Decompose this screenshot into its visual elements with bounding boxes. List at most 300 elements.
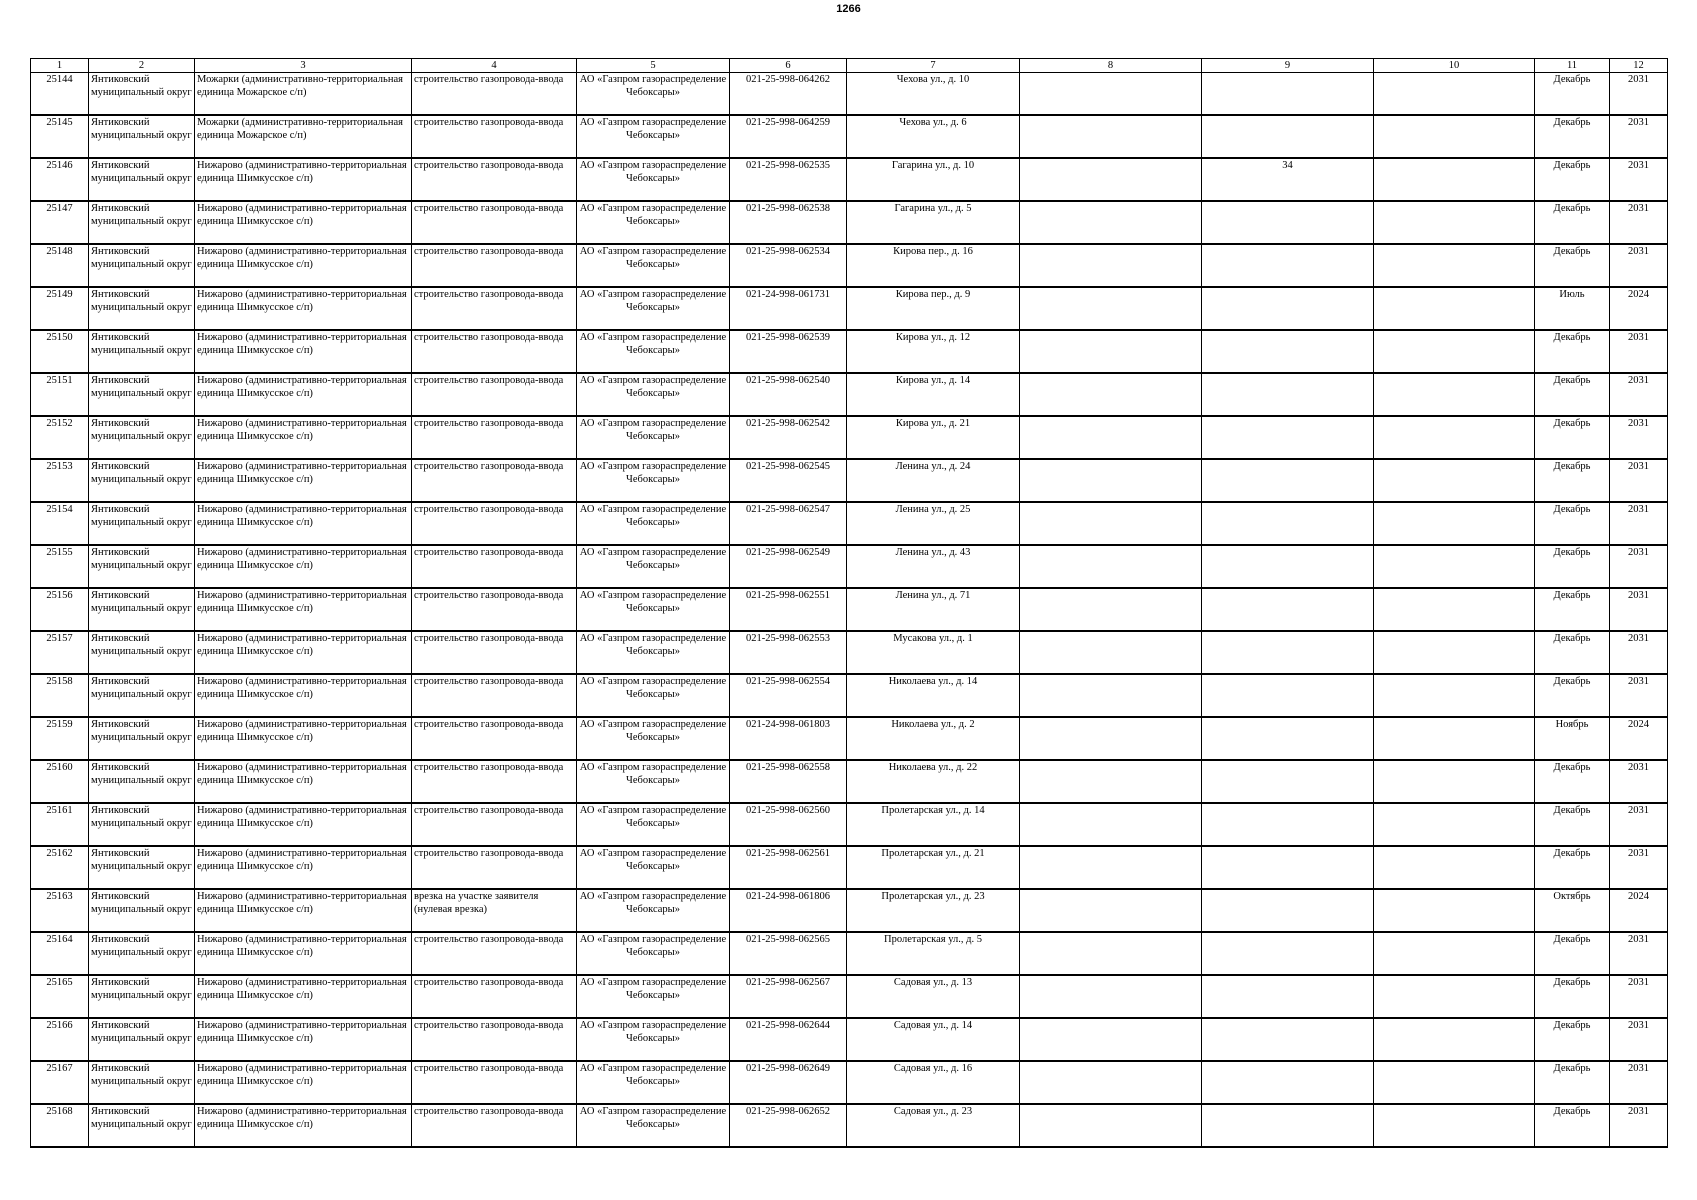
column-9-cell-text xyxy=(1204,718,1371,759)
address-cell xyxy=(847,760,1020,803)
year-cell xyxy=(1610,932,1668,975)
application-code-cell xyxy=(730,1104,847,1147)
row-number-cell xyxy=(31,545,89,588)
work-type-cell-text: строительство газопровода-ввода xyxy=(414,977,564,988)
month-cell xyxy=(1535,760,1610,803)
address-cell xyxy=(847,717,1020,760)
organization-cell-text: АО «Газпром газораспределение Чебоксары» xyxy=(579,332,727,356)
year-cell-text: 2031 xyxy=(1628,74,1649,85)
column-9-cell-text xyxy=(1204,675,1371,716)
organization-cell xyxy=(577,73,730,116)
application-code-cell-text: 021-25-998-062551 xyxy=(746,590,830,601)
application-code-cell xyxy=(730,889,847,932)
year-cell-text: 2031 xyxy=(1628,461,1649,472)
application-code-cell-text: 021-25-998-062549 xyxy=(746,547,830,558)
column-10-cell xyxy=(1374,244,1535,287)
application-code-cell xyxy=(730,201,847,244)
year-cell-text: 2024 xyxy=(1628,891,1649,902)
district-cell xyxy=(89,115,195,158)
district-cell-text: Янтиковский муниципальный округ xyxy=(91,719,192,743)
column-10-cell xyxy=(1374,545,1535,588)
work-type-cell-text: строительство газопровода-ввода xyxy=(414,547,564,558)
row-number-cell-text: 25150 xyxy=(46,332,73,343)
month-cell-text: Декабрь xyxy=(1553,332,1591,343)
locality-cell xyxy=(195,1104,412,1147)
column-9-cell-text xyxy=(1204,890,1371,931)
address-cell-text: Кирова пер., д. 9 xyxy=(895,289,971,300)
district-cell xyxy=(89,502,195,545)
month-cell-text: Декабрь xyxy=(1553,1020,1591,1031)
organization-cell xyxy=(577,1018,730,1061)
address-cell-text: Садовая ул., д. 13 xyxy=(893,977,973,988)
locality-cell-text: Нижарово (административно-территориальная единица Шимкусское с/п) xyxy=(197,332,407,356)
district-cell xyxy=(89,287,195,330)
month-cell xyxy=(1535,373,1610,416)
year-cell xyxy=(1610,373,1668,416)
work-type-cell-text: строительство газопровода-ввода xyxy=(414,160,564,171)
column-8-cell-text xyxy=(1022,159,1199,200)
locality-cell-text: Нижарово (административно-территориальная единица Шимкусское с/п) xyxy=(197,1020,407,1044)
locality-cell xyxy=(195,115,412,158)
locality-cell xyxy=(195,1061,412,1104)
district-cell xyxy=(89,1104,195,1147)
locality-cell xyxy=(195,416,412,459)
column-10-cell xyxy=(1374,717,1535,760)
column-8-cell-text xyxy=(1022,976,1199,1017)
year-cell xyxy=(1610,158,1668,201)
organization-cell-text: АО «Газпром газораспределение Чебоксары» xyxy=(579,246,727,270)
district-cell-text: Янтиковский муниципальный округ xyxy=(91,74,192,98)
column-8-cell xyxy=(1020,201,1202,244)
locality-cell xyxy=(195,803,412,846)
year-cell-text: 2031 xyxy=(1628,547,1649,558)
month-cell xyxy=(1535,201,1610,244)
row-number-cell xyxy=(31,330,89,373)
column-10-cell-text xyxy=(1376,288,1532,329)
district-cell-text: Янтиковский муниципальный округ xyxy=(91,160,192,184)
application-code-cell-text: 021-24-998-061803 xyxy=(746,719,830,730)
column-8-cell xyxy=(1020,889,1202,932)
column-10-cell-text xyxy=(1376,632,1532,673)
address-cell-text: Садовая ул., д. 14 xyxy=(893,1020,973,1031)
column-8-cell xyxy=(1020,760,1202,803)
work-type-cell xyxy=(412,373,577,416)
year-cell-text: 2031 xyxy=(1628,160,1649,171)
address-cell-text: Ленина ул., д. 43 xyxy=(895,547,971,558)
month-cell xyxy=(1535,932,1610,975)
column-10-cell-text xyxy=(1376,718,1532,759)
column-9-cell xyxy=(1202,545,1374,588)
row-number-cell xyxy=(31,459,89,502)
locality-cell xyxy=(195,1018,412,1061)
row-number-cell xyxy=(31,803,89,846)
address-cell xyxy=(847,631,1020,674)
column-10-cell-text xyxy=(1376,245,1532,286)
column-9-cell xyxy=(1202,330,1374,373)
application-code-cell-text: 021-25-998-062567 xyxy=(746,977,830,988)
year-cell xyxy=(1610,975,1668,1018)
application-code-cell-text: 021-25-998-062558 xyxy=(746,762,830,773)
district-cell xyxy=(89,1061,195,1104)
year-cell xyxy=(1610,846,1668,889)
locality-cell xyxy=(195,932,412,975)
district-cell xyxy=(89,803,195,846)
district-cell-text: Янтиковский муниципальный округ xyxy=(91,891,192,915)
district-cell-text: Янтиковский муниципальный округ xyxy=(91,1063,192,1087)
address-cell-text: Ленина ул., д. 71 xyxy=(895,590,971,601)
district-cell xyxy=(89,73,195,116)
district-cell-text: Янтиковский муниципальный округ xyxy=(91,461,192,485)
year-cell-text: 2031 xyxy=(1628,504,1649,515)
row-number-cell-text: 25160 xyxy=(46,762,73,773)
column-8-cell-text xyxy=(1022,632,1199,673)
month-cell xyxy=(1535,803,1610,846)
application-code-cell-text: 021-25-998-062540 xyxy=(746,375,830,386)
month-cell xyxy=(1535,115,1610,158)
column-8-cell-text xyxy=(1022,374,1199,415)
work-type-cell xyxy=(412,760,577,803)
column-9-cell xyxy=(1202,1018,1374,1061)
column-9-cell-text xyxy=(1204,73,1371,114)
column-10-cell-text xyxy=(1376,116,1532,157)
month-cell xyxy=(1535,975,1610,1018)
district-cell xyxy=(89,244,195,287)
table-row xyxy=(31,330,1668,373)
column-9-cell xyxy=(1202,73,1374,116)
organization-cell-text: АО «Газпром газораспределение Чебоксары» xyxy=(579,1063,727,1087)
organization-cell xyxy=(577,846,730,889)
column-10-cell-text xyxy=(1376,1019,1532,1060)
year-cell xyxy=(1610,588,1668,631)
organization-cell xyxy=(577,803,730,846)
row-number-cell-text: 25155 xyxy=(46,547,73,558)
application-code-cell xyxy=(730,459,847,502)
year-cell xyxy=(1610,115,1668,158)
table-row xyxy=(31,760,1668,803)
column-8-cell-text xyxy=(1022,589,1199,630)
year-cell xyxy=(1610,803,1668,846)
locality-cell xyxy=(195,502,412,545)
column-8-cell xyxy=(1020,846,1202,889)
row-number-cell xyxy=(31,373,89,416)
year-cell xyxy=(1610,73,1668,116)
locality-cell xyxy=(195,975,412,1018)
district-cell xyxy=(89,846,195,889)
month-cell-text: Декабрь xyxy=(1553,676,1591,687)
year-cell-text: 2031 xyxy=(1628,805,1649,816)
locality-cell xyxy=(195,244,412,287)
month-cell xyxy=(1535,1061,1610,1104)
application-code-cell xyxy=(730,846,847,889)
application-code-cell xyxy=(730,287,847,330)
table-row xyxy=(31,115,1668,158)
organization-cell xyxy=(577,115,730,158)
column-9-cell-text xyxy=(1204,1105,1371,1146)
work-type-cell-text: строительство газопровода-ввода xyxy=(414,934,564,945)
row-number-cell-text: 25167 xyxy=(46,1063,73,1074)
organization-cell xyxy=(577,1061,730,1104)
locality-cell xyxy=(195,631,412,674)
work-type-cell-text: строительство газопровода-ввода xyxy=(414,289,564,300)
column-9-cell-text xyxy=(1204,417,1371,458)
address-cell xyxy=(847,115,1020,158)
application-code-cell-text: 021-25-998-062538 xyxy=(746,203,830,214)
work-type-cell-text: строительство газопровода-ввода xyxy=(414,805,564,816)
application-code-cell-text: 021-25-998-062560 xyxy=(746,805,830,816)
locality-cell-text: Нижарово (административно-территориальная единица Шимкусское с/п) xyxy=(197,805,407,829)
locality-cell-text: Нижарово (административно-территориальная единица Шимкусское с/п) xyxy=(197,1063,407,1087)
application-code-cell xyxy=(730,115,847,158)
column-8-cell xyxy=(1020,416,1202,459)
table-row xyxy=(31,201,1668,244)
column-9-cell-text xyxy=(1204,546,1371,587)
address-cell-text: Гагарина ул., д. 10 xyxy=(891,160,975,171)
year-cell-text: 2031 xyxy=(1628,375,1649,386)
column-9-cell xyxy=(1202,803,1374,846)
year-cell xyxy=(1610,717,1668,760)
column-8-cell xyxy=(1020,73,1202,116)
work-type-cell xyxy=(412,244,577,287)
locality-cell-text: Нижарово (административно-территориальная единица Шимкусское с/п) xyxy=(197,590,407,614)
organization-cell xyxy=(577,760,730,803)
address-cell xyxy=(847,459,1020,502)
row-number-cell-text: 25166 xyxy=(46,1020,73,1031)
organization-cell-text: АО «Газпром газораспределение Чебоксары» xyxy=(579,504,727,528)
work-type-cell xyxy=(412,502,577,545)
row-number-cell-text: 25165 xyxy=(46,977,73,988)
locality-cell-text: Можарки (административно-территориальная единица Можарское с/п) xyxy=(197,117,403,141)
application-code-cell-text: 021-25-998-062561 xyxy=(746,848,830,859)
column-9-cell-text xyxy=(1204,116,1371,157)
column-8-cell-text xyxy=(1022,1105,1199,1146)
column-header: 5 xyxy=(577,59,730,73)
row-number-cell-text: 25161 xyxy=(46,805,73,816)
organization-cell xyxy=(577,330,730,373)
month-cell xyxy=(1535,73,1610,116)
table-row xyxy=(31,1018,1668,1061)
table-row xyxy=(31,631,1668,674)
month-cell xyxy=(1535,502,1610,545)
locality-cell xyxy=(195,73,412,116)
district-cell xyxy=(89,760,195,803)
column-8-cell-text xyxy=(1022,73,1199,114)
month-cell-text: Декабрь xyxy=(1553,805,1591,816)
organization-cell-text: АО «Газпром газораспределение Чебоксары» xyxy=(579,590,727,614)
application-code-cell xyxy=(730,502,847,545)
address-cell-text: Николаева ул., д. 2 xyxy=(891,719,975,730)
organization-cell xyxy=(577,287,730,330)
row-number-cell xyxy=(31,588,89,631)
column-9-cell xyxy=(1202,416,1374,459)
address-cell-text: Чехова ул., д. 6 xyxy=(899,117,967,128)
row-number-cell xyxy=(31,158,89,201)
district-cell-text: Янтиковский муниципальный округ xyxy=(91,289,192,313)
locality-cell-text: Нижарово (административно-территориальная единица Шимкусское с/п) xyxy=(197,547,407,571)
locality-cell-text: Нижарово (административно-территориальная единица Шимкусское с/п) xyxy=(197,246,407,270)
address-cell-text: Садовая ул., д. 23 xyxy=(893,1106,973,1117)
organization-cell-text: АО «Газпром газораспределение Чебоксары» xyxy=(579,1106,727,1130)
organization-cell xyxy=(577,545,730,588)
column-8-cell-text xyxy=(1022,1019,1199,1060)
organization-cell-text: АО «Газпром газораспределение Чебоксары» xyxy=(579,934,727,958)
column-10-cell xyxy=(1374,158,1535,201)
month-cell xyxy=(1535,244,1610,287)
column-10-cell-text xyxy=(1376,976,1532,1017)
column-10-cell-text xyxy=(1376,589,1532,630)
work-type-cell xyxy=(412,287,577,330)
district-cell xyxy=(89,889,195,932)
locality-cell xyxy=(195,373,412,416)
month-cell-text: Июль xyxy=(1559,289,1585,300)
column-9-cell xyxy=(1202,502,1374,545)
column-10-cell-text xyxy=(1376,761,1532,802)
work-type-cell-text: врезка на участке заявителя (нулевая врезка) xyxy=(414,891,539,915)
work-type-cell xyxy=(412,631,577,674)
work-type-cell xyxy=(412,545,577,588)
row-number-cell xyxy=(31,889,89,932)
column-8-cell xyxy=(1020,803,1202,846)
column-10-cell-text xyxy=(1376,331,1532,372)
column-10-cell-text xyxy=(1376,675,1532,716)
column-10-cell xyxy=(1374,459,1535,502)
row-number-cell xyxy=(31,1104,89,1147)
organization-cell-text: АО «Газпром газораспределение Чебоксары» xyxy=(579,805,727,829)
organization-cell-text: АО «Газпром газораспределение Чебоксары» xyxy=(579,977,727,1001)
column-10-cell xyxy=(1374,846,1535,889)
work-type-cell-text: строительство газопровода-ввода xyxy=(414,74,564,85)
organization-cell xyxy=(577,459,730,502)
district-cell-text: Янтиковский муниципальный округ xyxy=(91,805,192,829)
column-number-row xyxy=(31,59,1668,73)
column-10-cell-text xyxy=(1376,73,1532,114)
work-type-cell xyxy=(412,674,577,717)
column-10-cell xyxy=(1374,1018,1535,1061)
address-cell-text: Николаева ул., д. 14 xyxy=(888,676,978,687)
month-cell-text: Декабрь xyxy=(1553,461,1591,472)
year-cell xyxy=(1610,1061,1668,1104)
table-row xyxy=(31,244,1668,287)
district-cell-text: Янтиковский муниципальный округ xyxy=(91,375,192,399)
work-type-cell xyxy=(412,1061,577,1104)
column-9-cell-text xyxy=(1204,460,1371,501)
application-code-cell-text: 021-25-998-062554 xyxy=(746,676,830,687)
column-8-cell-text xyxy=(1022,460,1199,501)
application-code-cell xyxy=(730,717,847,760)
table-row xyxy=(31,1061,1668,1104)
address-cell xyxy=(847,889,1020,932)
column-9-cell-text xyxy=(1204,374,1371,415)
organization-cell xyxy=(577,416,730,459)
address-cell-text: Пролетарская ул., д. 5 xyxy=(884,934,982,945)
month-cell-text: Декабрь xyxy=(1553,762,1591,773)
year-cell xyxy=(1610,201,1668,244)
locality-cell-text: Нижарово (административно-территориальная единица Шимкусское с/п) xyxy=(197,934,407,958)
column-header: 7 xyxy=(847,59,1020,73)
locality-cell xyxy=(195,459,412,502)
column-header: 2 xyxy=(89,59,195,73)
work-type-cell-text: строительство газопровода-ввода xyxy=(414,590,564,601)
table-row xyxy=(31,502,1668,545)
column-10-cell xyxy=(1374,1104,1535,1147)
district-cell xyxy=(89,932,195,975)
month-cell-text: Декабрь xyxy=(1553,117,1591,128)
organization-cell-text: АО «Газпром газораспределение Чебоксары» xyxy=(579,203,727,227)
organization-cell xyxy=(577,244,730,287)
address-cell xyxy=(847,846,1020,889)
column-8-cell-text xyxy=(1022,417,1199,458)
column-9-cell-text xyxy=(1204,847,1371,888)
column-10-cell xyxy=(1374,73,1535,116)
column-8-cell-text xyxy=(1022,116,1199,157)
district-cell xyxy=(89,459,195,502)
year-cell-text: 2031 xyxy=(1628,633,1649,644)
application-code-cell xyxy=(730,158,847,201)
column-9-cell-text xyxy=(1204,331,1371,372)
month-cell-text: Октябрь xyxy=(1553,891,1591,902)
locality-cell xyxy=(195,330,412,373)
column-8-cell xyxy=(1020,158,1202,201)
district-cell-text: Янтиковский муниципальный округ xyxy=(91,547,192,571)
row-number-cell-text: 25146 xyxy=(46,160,73,171)
organization-cell xyxy=(577,975,730,1018)
column-10-cell-text xyxy=(1376,890,1532,931)
locality-cell xyxy=(195,674,412,717)
year-cell-text: 2031 xyxy=(1628,418,1649,429)
column-header: 3 xyxy=(195,59,412,73)
locality-cell-text: Нижарово (административно-территориальная единица Шимкусское с/п) xyxy=(197,633,407,657)
row-number-cell-text: 25153 xyxy=(46,461,73,472)
month-cell-text: Декабрь xyxy=(1553,375,1591,386)
column-8-cell xyxy=(1020,975,1202,1018)
application-code-cell-text: 021-25-998-062534 xyxy=(746,246,830,257)
address-cell-text: Чехова ул., д. 10 xyxy=(896,74,970,85)
month-cell xyxy=(1535,674,1610,717)
column-8-cell xyxy=(1020,459,1202,502)
table-row xyxy=(31,975,1668,1018)
column-10-cell-text xyxy=(1376,1062,1532,1103)
work-type-cell xyxy=(412,115,577,158)
year-cell xyxy=(1610,674,1668,717)
column-9-cell xyxy=(1202,760,1374,803)
work-type-cell xyxy=(412,889,577,932)
row-number-cell-text: 25152 xyxy=(46,418,73,429)
column-9-cell xyxy=(1202,674,1374,717)
locality-cell-text: Нижарово (административно-территориальная единица Шимкусское с/п) xyxy=(197,461,407,485)
organization-cell-text: АО «Газпром газораспределение Чебоксары» xyxy=(579,160,727,184)
district-cell-text: Янтиковский муниципальный округ xyxy=(91,848,192,872)
work-type-cell-text: строительство газопровода-ввода xyxy=(414,504,564,515)
row-number-cell xyxy=(31,674,89,717)
locality-cell-text: Нижарово (административно-территориальная единица Шимкусское с/п) xyxy=(197,676,407,700)
column-8-cell xyxy=(1020,717,1202,760)
column-9-cell-text xyxy=(1204,1019,1371,1060)
row-number-cell-text: 25163 xyxy=(46,891,73,902)
locality-cell xyxy=(195,760,412,803)
organization-cell xyxy=(577,588,730,631)
address-cell xyxy=(847,1104,1020,1147)
district-cell xyxy=(89,416,195,459)
column-9-cell-text xyxy=(1204,288,1371,329)
column-9-cell xyxy=(1202,717,1374,760)
work-type-cell-text: строительство газопровода-ввода xyxy=(414,1063,564,1074)
work-type-cell xyxy=(412,73,577,116)
organization-cell xyxy=(577,373,730,416)
column-9-cell xyxy=(1202,846,1374,889)
month-cell-text: Декабрь xyxy=(1553,590,1591,601)
year-cell-text: 2031 xyxy=(1628,590,1649,601)
work-type-cell xyxy=(412,1018,577,1061)
address-cell-text: Ленина ул., д. 25 xyxy=(895,504,971,515)
